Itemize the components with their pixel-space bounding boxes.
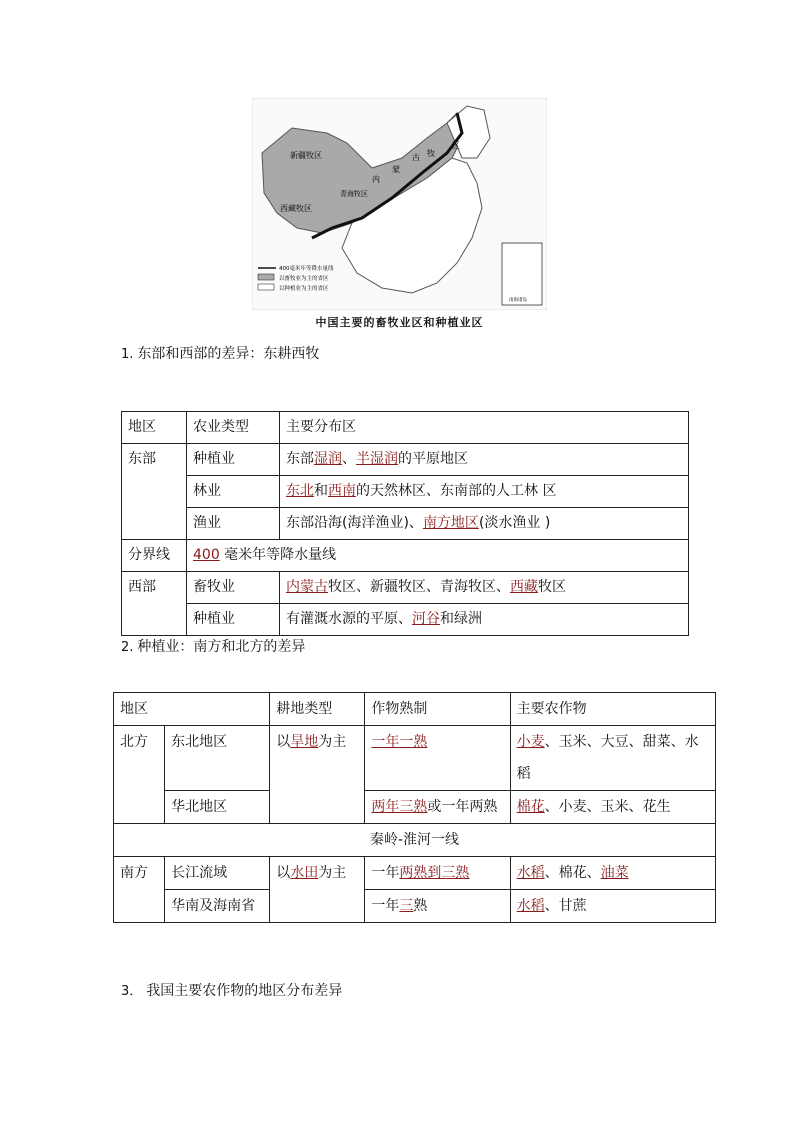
legend-item: 以畜牧业为主的省区 [279, 276, 329, 282]
table-header: 作物熟制 [365, 693, 510, 726]
inset-label: 南海诸岛 [509, 298, 527, 303]
heading-number: 2. [121, 640, 134, 655]
table-header: 耕地类型 [270, 693, 365, 726]
table-row [122, 540, 689, 572]
map-label: 青海牧区 [340, 190, 368, 198]
table-header: 主要分布区 [280, 412, 689, 444]
distribution-cell: 东北和西南的天然林区、东南部的人工林 区 [280, 476, 689, 508]
subregion-cell: 长江流域 [165, 857, 270, 890]
land-type-cell: 以水田为主 [270, 857, 365, 923]
map-label: 蒙 [392, 165, 400, 174]
map-label: 古 [412, 153, 420, 162]
crop-system-cell: 两年三熟或一年两熟 [365, 791, 510, 824]
map-label: 区 [452, 141, 460, 150]
table-row [122, 476, 689, 508]
type-cell: 种植业 [187, 604, 280, 636]
china-agriculture-map [252, 98, 547, 310]
map-graphic [252, 98, 547, 310]
subregion-cell: 华北地区 [165, 791, 270, 824]
table-row [114, 857, 716, 890]
table-row [122, 412, 689, 444]
land-type-cell: 以旱地为主 [270, 726, 365, 824]
south-sea-inset [502, 243, 542, 305]
heading-text: 东部和西部的差异：东耕西牧 [137, 346, 320, 362]
crop-system-cell: 一年三熟 [365, 890, 510, 923]
subregion-cell: 华南及海南省 [165, 890, 270, 923]
crop-system-cell: 一年一熟 [365, 726, 510, 791]
heading-number: 3． [121, 984, 143, 999]
north-south-table [113, 692, 716, 923]
map-label: 新疆牧区 [290, 151, 322, 160]
table-row [114, 791, 716, 824]
crops-cell: 水稻、甘蔗 [510, 890, 715, 923]
table-row [114, 693, 716, 726]
crops-cell: 棉花、小麦、玉米、花生 [510, 791, 715, 824]
map-caption: 中国主要的畜牧业区和种植业区 [315, 316, 484, 329]
type-cell: 种植业 [187, 444, 280, 476]
table-row [114, 726, 716, 791]
region-cell: 东部 [122, 444, 187, 540]
table-row [122, 508, 689, 540]
table-row [122, 444, 689, 476]
type-cell: 渔业 [187, 508, 280, 540]
table-row [122, 604, 689, 636]
table-header: 农业类型 [187, 412, 280, 444]
heading-text: 种植业：南方和北方的差异 [137, 639, 306, 655]
section-heading-2 [121, 636, 305, 656]
crops-cell: 小麦、玉米、大豆、甜菜、水稻 [510, 726, 715, 791]
table-header: 主要农作物 [510, 693, 715, 726]
legend-item: 400毫米年等降水量线 [279, 266, 334, 272]
map-label: 内 [372, 175, 380, 184]
region-cell: 南方 [114, 857, 165, 923]
legend-item: 以种植业为主的省区 [279, 286, 329, 292]
section-heading-3 [121, 980, 342, 1000]
subregion-cell: 东北地区 [165, 726, 270, 791]
crop-system-cell: 一年两熟到三熟 [365, 857, 510, 890]
crops-cell: 水稻、棉花、油菜 [510, 857, 715, 890]
east-west-table [121, 411, 689, 636]
region-cell: 分界线 [122, 540, 187, 572]
region-cell: 北方 [114, 726, 165, 824]
table-header: 地区 [114, 693, 270, 726]
section-heading-1 [121, 343, 319, 363]
heading-number: 1. [121, 347, 134, 362]
divider-cell: 秦岭-淮河一线 [114, 824, 716, 857]
map-label: 牧 [427, 149, 435, 158]
table-row [114, 824, 716, 857]
table-header: 地区 [122, 412, 187, 444]
heading-text: 我国主要农作物的地区分布差异 [146, 983, 343, 999]
divider-cell: 400 毫米年等降水量线 [187, 540, 689, 572]
table-row [122, 572, 689, 604]
distribution-cell: 内蒙古牧区、新疆牧区、青海牧区、西藏牧区 [280, 572, 689, 604]
distribution-cell: 有灌溉水源的平原、河谷和绿洲 [280, 604, 689, 636]
type-cell: 畜牧业 [187, 572, 280, 604]
region-cell: 西部 [122, 572, 187, 636]
distribution-cell: 东部沿海(海洋渔业)、南方地区(淡水渔业 ) [280, 508, 689, 540]
table-row [114, 890, 716, 923]
type-cell: 林业 [187, 476, 280, 508]
map-label: 西藏牧区 [280, 204, 312, 213]
distribution-cell: 东部湿润、半湿润的平原地区 [280, 444, 689, 476]
